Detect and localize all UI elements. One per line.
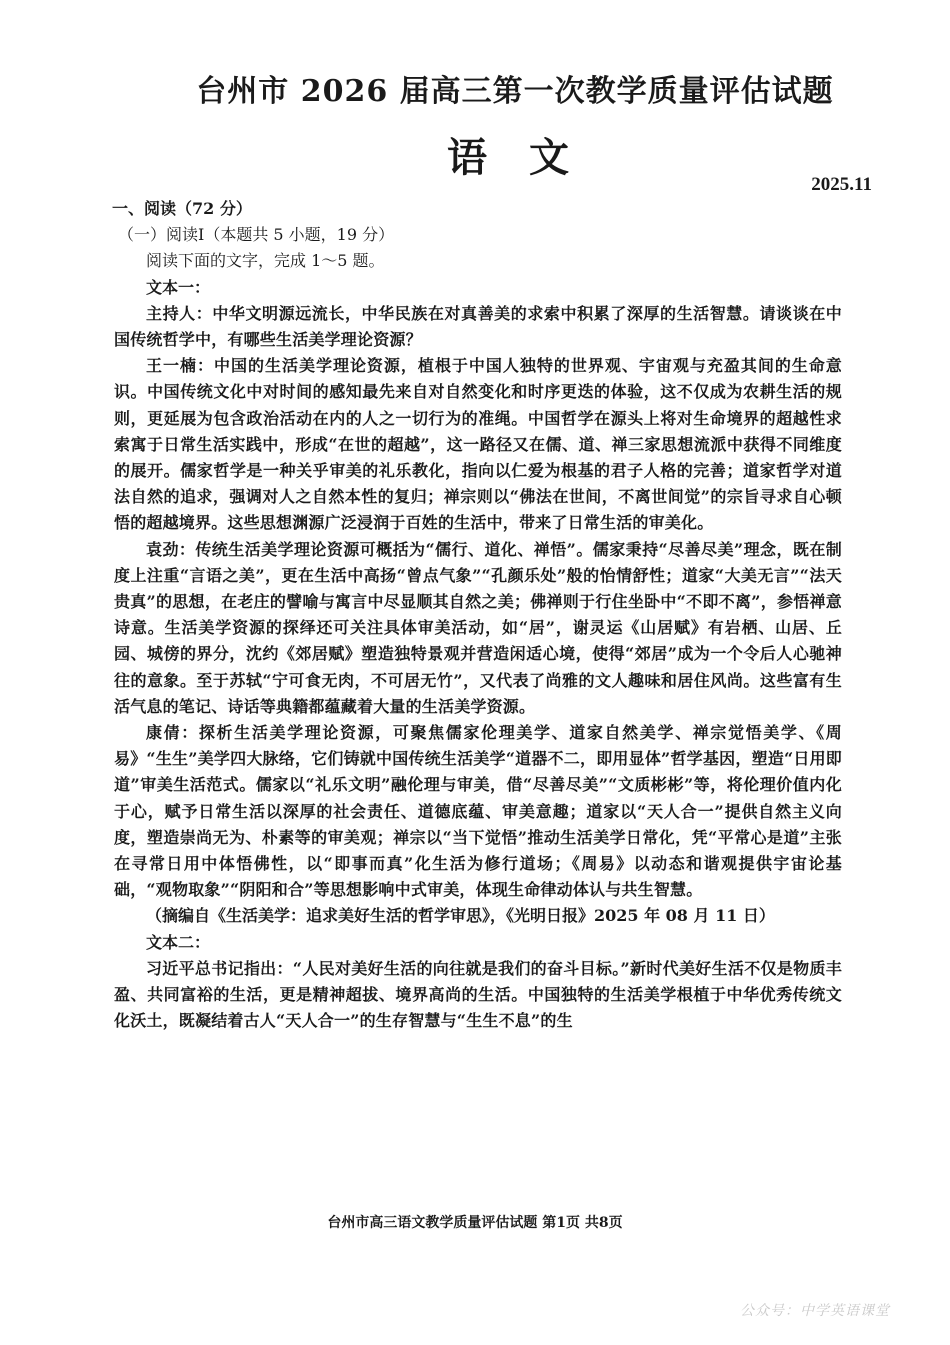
text1-paragraph: 主持人：中华文明源远流长，中华民族在对真善美的求索中积累了深厚的生活智慧。请谈谈在中国传统哲学中，有哪些生活美学理论资源？ [114,303,842,350]
exam-body [114,196,842,1035]
section-heading: 一、阅读（72 分） [112,199,252,218]
exam-date: 2025.11 [811,174,872,195]
text1-paragraph: 王一楠：中国的生活美学理论资源，植根于中国人独特的世界观、宇宙观与充盈其间的生命意识。中国传统文化中对时间的感知最先来自对自然变化和时序更迭的体验，这不仅成为农耕生活的规则，更延展为包含政治活动在内的人之一切行为的准绳。中国哲学在源头上将对生命境界的超越性求索寓于日常生活实践中，形成“在世的超越”，这一路径又在儒、道、禅三家思想流派中获得不同维度的展开。儒家哲学是一种关乎审美的礼乐教化，指向以仁爱为根基的君子人格的完善；道家哲学对道法自然的追求，强调对人之自然本性的复归；禅宗则以“佛法在世间，不离世间觉”的宗旨寻求自心顿悟的超越境界。这些思想渊源广泛浸润于百姓的生活中，带来了日常生活的审美化。 [114,356,842,533]
text1-paragraph: 康倩：探析生活美学理论资源，可聚焦儒家伦理美学、道家自然美学、禅宗觉悟美学、《周易》“生生”美学四大脉络，它们铸就中国传统生活美学“道器不二，即用显体”哲学基因，塑造“日用即道”审美生活范式。儒家以“礼乐文明”融伦理与审美，借“尽善尽美”“文质彬彬”等，将伦理价值内化于心，赋予日常生活以深厚的社会责任、道德底蕴、审美意趣；道家以“天人合一”提供自然主义向度，塑造崇尚无为、朴素等的审美观；禅宗以“当下觉悟”推动生活美学日常化，凭“平常心是道”主张在寻常日用中体悟佛性，以“即事而真”化生活为修行道场；《周易》以动态和谐观提供宇宙论基础，“观物取象”“阴阳和合”等思想影响中式审美，体现生命律动体认与共生智慧。 [114,723,842,900]
subsection-heading: （一）阅读Ⅰ（本题共 5 小题，19 分） [118,225,395,245]
subject-title: 语 文 [447,134,583,181]
text2-paragraph: 习近平总书记指出：“人民对美好生活的向往就是我们的奋斗目标。”新时代美好生活不仅是物质丰盈、共同富裕的生活，更是精神超拔、境界高尚的生活。中国独特的生活美学根植于中华优秀传统文化沃土，既凝结着古人“天人合一”的生存智慧与“生生不息”的生 [114,958,842,1031]
page-footer: 台州市高三语文教学质量评估试题 第1页 共8页 [327,1215,623,1231]
text2-label: 文本二： [146,932,211,952]
text1-paragraph: 袁劲：传统生活美学理论资源可概括为“儒行、道化、禅悟”。儒家秉持“尽善尽美”理念，既在制度上注重“言语之美”，更在生活中高扬“曾点气象”“孔颜乐处”般的怡情舒性；道家“大美无言”“法天贵真”的思想，在老庄的譬喻与寓言中尽显顺其自然之美；佛禅则于行住坐卧中“不即不离”，参悟禅意诗意。生活美学资源的探绎还可关注具体审美活动，如“居”，谢灵运《山居赋》有岩栖、山居、丘园、城傍的界分，沈约《郊居赋》塑造独特景观并营造闲适心境，使得“郊居”成为一个令后人心驰神往的意象。至于苏轼“宁可食无肉，不可居无竹”，又代表了尚雅的文人趣味和居住风尚。这些富有生活气息的笔记、诗话等典籍都蕴藏着大量的生活美学资源。 [114,539,842,716]
watermark: 公众号：中学英语课堂 [740,1303,890,1319]
text1-label: 文本一： [146,277,211,297]
text1-citation: （摘编自《生活美学：追求美好生活的哲学审思》，《光明日报》2025 年 08 月 11 日） [146,906,775,926]
exam-title: 台州市 2026 届高三第一次教学质量评估试题 [196,74,834,109]
instruction: 阅读下面的文字，完成 1～5 题。 [146,251,385,271]
